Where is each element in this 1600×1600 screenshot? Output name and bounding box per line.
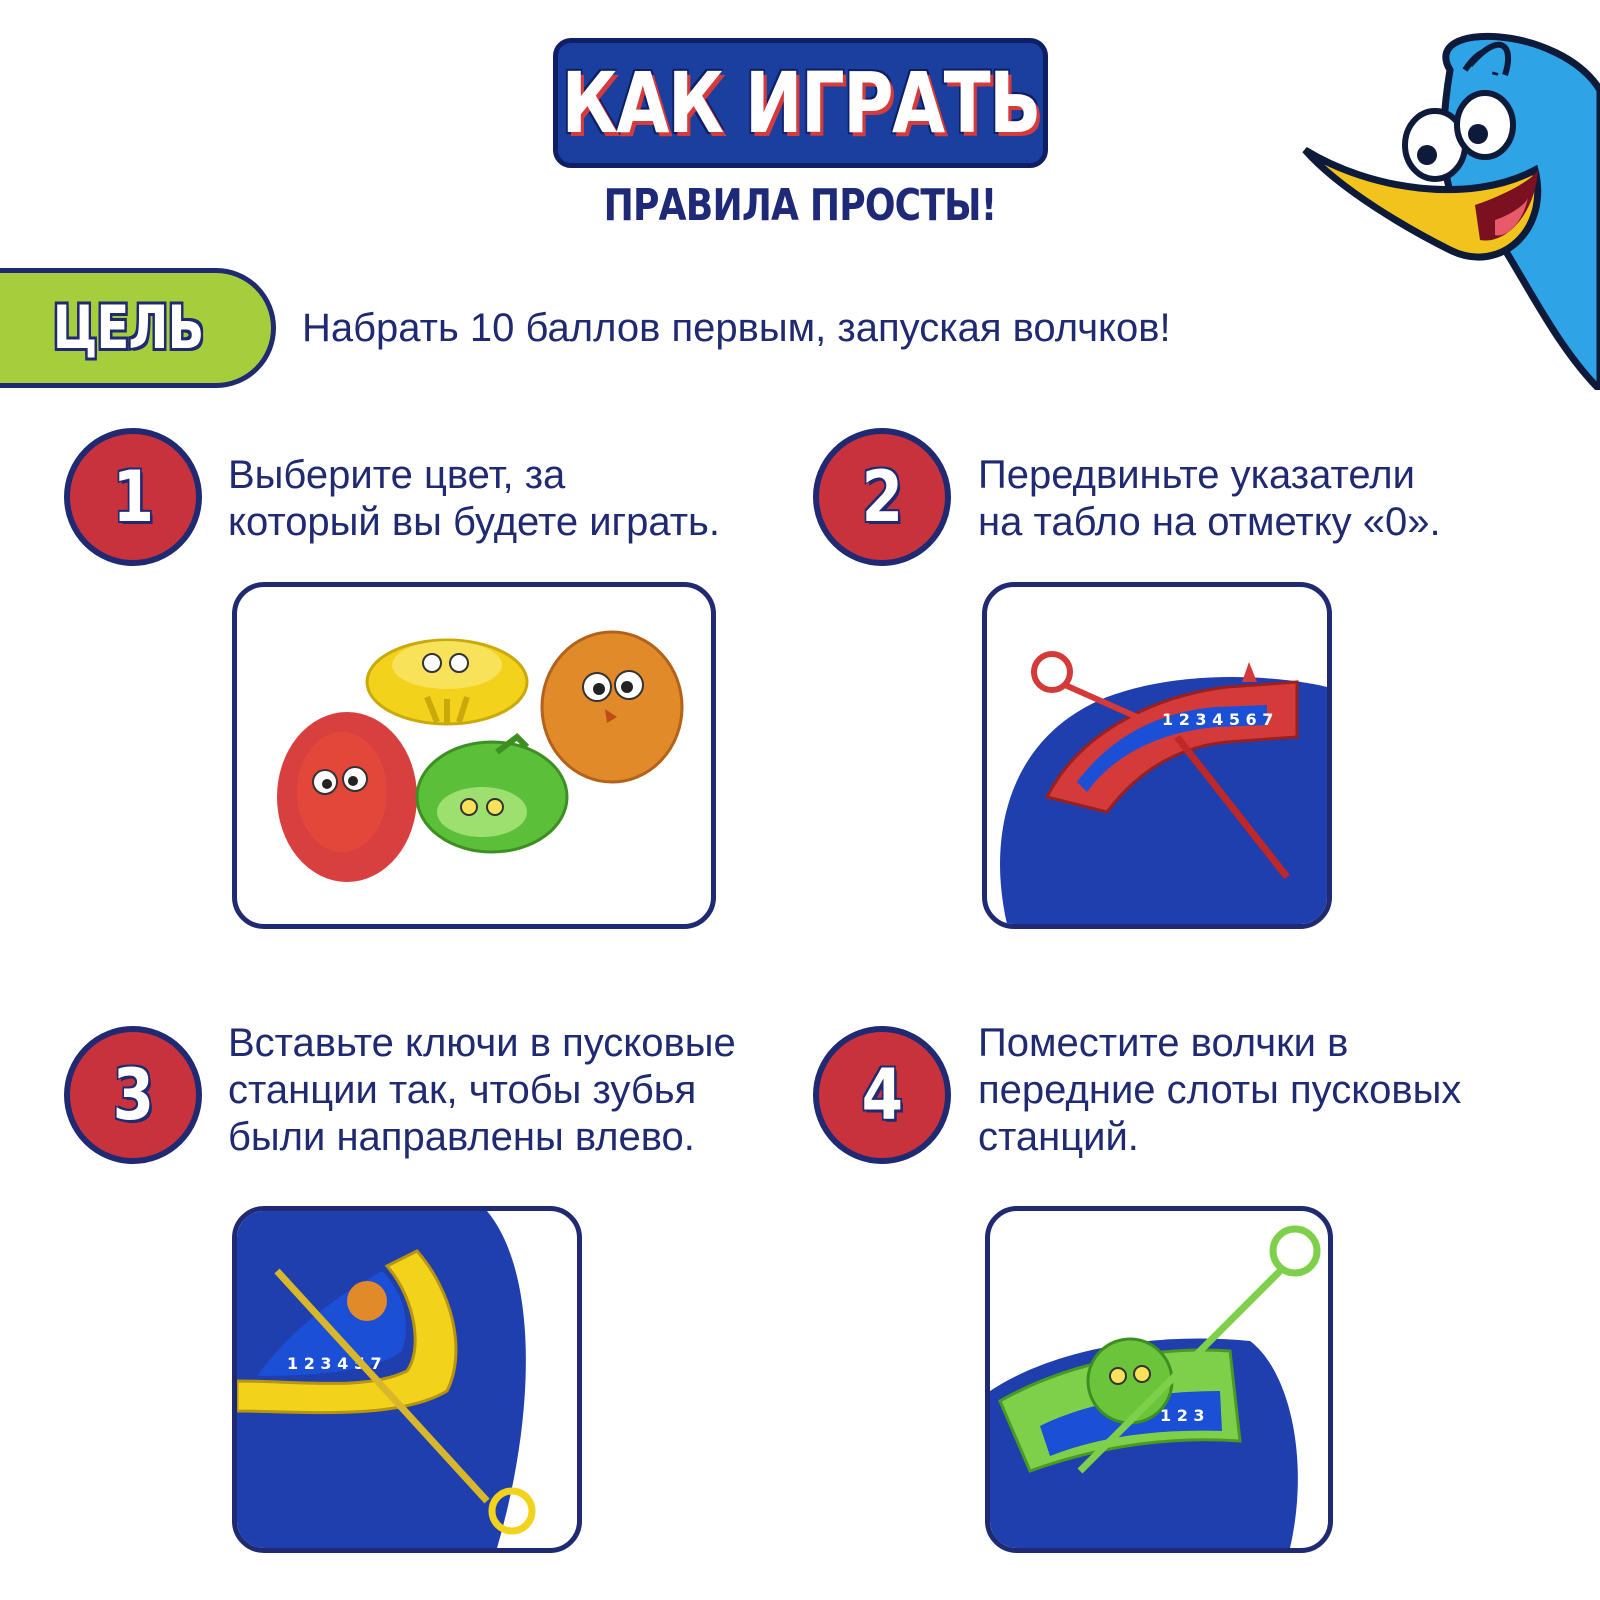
step-2-line: на табло на отметку «0». [978, 500, 1441, 544]
page-title: КАК ИГРАТЬ [561, 54, 1040, 152]
scoreboard-digits: 1 2 3 4 5 6 7 [1162, 710, 1274, 729]
step-1-image [232, 582, 716, 929]
step-2-text [978, 452, 1441, 546]
step-3-line: были направлены влево. [228, 1115, 695, 1159]
goal-text: Набрать 10 баллов первым, запуская волчков! [302, 306, 1171, 350]
step-2-image [982, 582, 1332, 929]
step-3-text [228, 1020, 736, 1161]
step-1-badge [64, 428, 202, 566]
step-1-number: 1 [112, 456, 154, 538]
step-4-number: 4 [861, 1054, 903, 1136]
page-subtitle: ПРАВИЛА ПРОСТЫ! [603, 180, 997, 231]
green-launcher-illustration [990, 1211, 1328, 1548]
step-1-line: который вы будете играть. [228, 500, 721, 544]
step-4-badge [813, 1026, 951, 1164]
step-3-line: станции так, чтобы зубья [228, 1068, 697, 1112]
step-1-text [228, 452, 720, 546]
step-3-line: Вставьте ключи в пусковые [228, 1021, 736, 1065]
step-4-line: передние слоты пусковых [978, 1068, 1462, 1112]
step-3-image [232, 1206, 582, 1553]
title-badge [553, 38, 1048, 168]
scoreboard-digits: 1 2 3 [1160, 1406, 1205, 1425]
bird-mascot-icon [1300, 30, 1600, 390]
red-scoreboard-illustration [987, 587, 1327, 924]
step-2-badge [813, 428, 951, 566]
spinning-tops-illustration [237, 587, 711, 924]
step-4-text [978, 1020, 1461, 1161]
step-1-line: Выберите цвет, за [228, 453, 566, 497]
yellow-launcher-illustration [237, 1211, 577, 1548]
step-3-badge [64, 1026, 202, 1164]
step-4-line: Поместите волчки в [978, 1021, 1349, 1065]
step-4-line: станций. [978, 1115, 1139, 1159]
scoreboard-digits: 1 2 3 4 5 7 [287, 1354, 382, 1373]
step-2-number: 2 [861, 456, 903, 538]
step-3-number: 3 [112, 1054, 154, 1136]
goal-label: ЦЕЛЬ [52, 293, 204, 363]
step-2-line: Передвиньте указатели [978, 453, 1415, 497]
step-4-image [985, 1206, 1333, 1553]
goal-tab [0, 268, 276, 388]
